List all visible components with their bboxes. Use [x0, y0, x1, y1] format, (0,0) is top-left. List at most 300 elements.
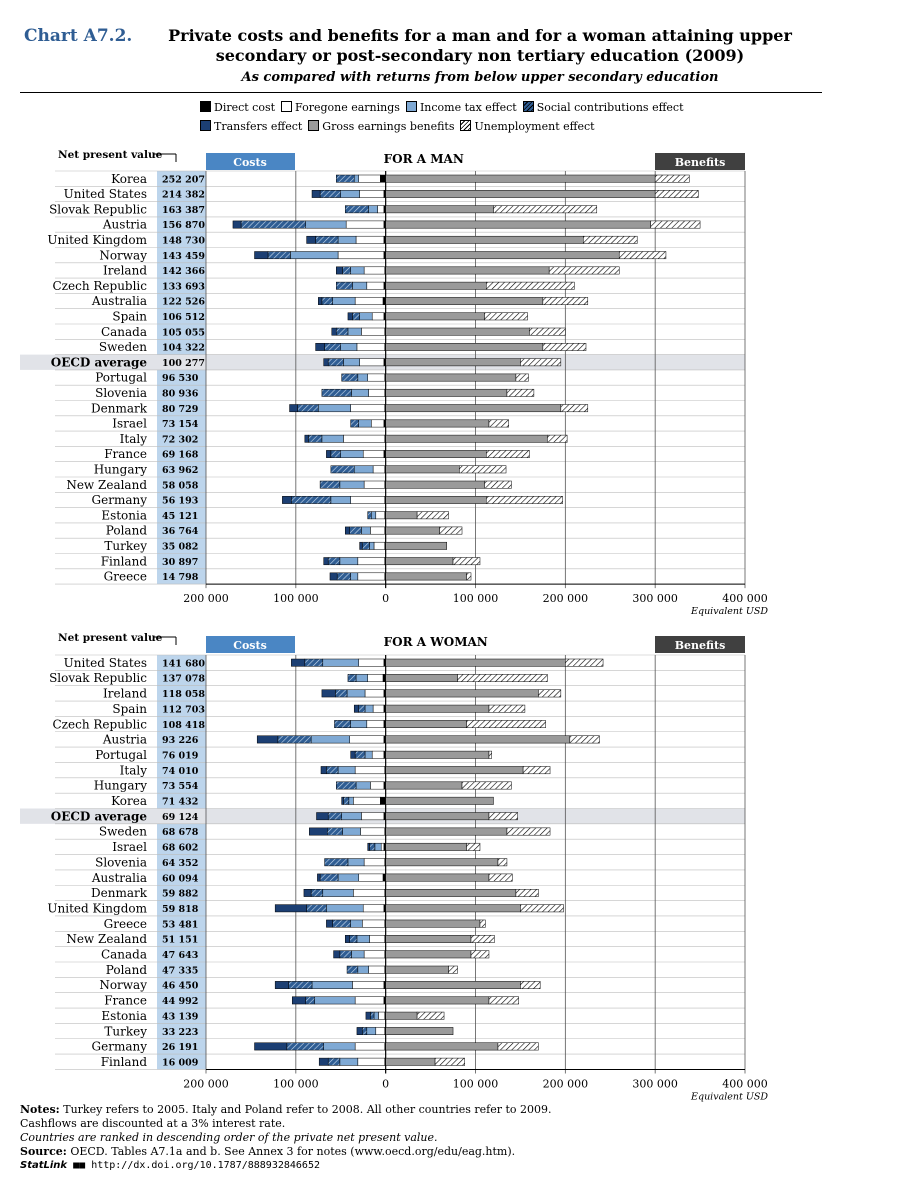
bar-segment — [353, 797, 380, 804]
bar-segment — [386, 981, 521, 988]
country-label: Slovak Republic — [49, 202, 147, 217]
bar-segment — [386, 435, 548, 442]
npv-value: 64 352 — [162, 857, 199, 869]
npv-value: 72 302 — [162, 434, 199, 446]
bar-segment — [386, 221, 651, 228]
bar-segment — [304, 889, 311, 896]
country-label: Turkey — [104, 539, 147, 553]
bar-segment — [326, 450, 330, 457]
bar-segment — [386, 405, 561, 412]
bar-segment — [386, 813, 489, 820]
bar-segment — [345, 527, 349, 534]
bar-segment — [372, 313, 384, 320]
bar-segment — [386, 736, 570, 743]
chart-subtitle: As compared with returns from below upper secondary education — [241, 70, 719, 85]
bar-segment — [290, 252, 338, 259]
bar-segment — [386, 466, 460, 473]
bar-segment — [298, 405, 319, 412]
npv-value: 69 124 — [162, 811, 199, 823]
bar-segment — [357, 1027, 362, 1034]
bar-segment — [561, 405, 588, 412]
npv-value: 33 223 — [162, 1026, 199, 1038]
country-label: Denmark — [91, 401, 147, 416]
bar-segment — [386, 542, 447, 549]
bar-segment — [386, 389, 507, 396]
bar-segment — [384, 420, 386, 427]
bar-segment — [255, 1043, 287, 1050]
bar-segment — [365, 705, 373, 712]
npv-value: 30 897 — [162, 556, 199, 568]
bar-segment — [322, 435, 344, 442]
npv-value: 80 729 — [162, 403, 199, 415]
bar-segment — [354, 705, 358, 712]
bar-segment — [328, 813, 341, 820]
bar-segment — [318, 297, 322, 304]
bar-segment — [336, 328, 348, 335]
bar-segment — [360, 313, 373, 320]
bar-segment — [330, 573, 337, 580]
statlink-url[interactable]: http://dx.doi.org/10.1787/888932846652 — [91, 1160, 320, 1171]
costs-label: Costs — [233, 639, 267, 652]
bar-segment — [352, 313, 359, 320]
country-label: Korea — [111, 171, 147, 186]
bar-segment — [386, 374, 516, 381]
bar-segment — [386, 935, 471, 942]
bar-segment — [386, 450, 487, 457]
bar-segment — [384, 659, 386, 666]
bar-segment — [386, 782, 462, 789]
statlink-line — [20, 1159, 820, 1173]
x-tick-label: 200 000 — [542, 592, 589, 606]
country-label: Canada — [100, 947, 147, 962]
bar-segment — [312, 981, 352, 988]
bar-segment — [386, 705, 489, 712]
country-label: Israel — [112, 840, 147, 855]
bar-segment — [489, 705, 525, 712]
bar-segment — [386, 343, 543, 350]
bar-segment — [324, 1043, 355, 1050]
bar-segment — [328, 558, 340, 565]
bar-segment — [351, 420, 359, 427]
bar-segment — [340, 951, 352, 958]
bar-segment — [386, 496, 487, 503]
bar-segment — [386, 859, 498, 866]
x-tick-label: 0 — [382, 1077, 390, 1091]
country-label: Ireland — [103, 686, 147, 701]
chart-panel — [20, 149, 768, 617]
bar-segment — [345, 206, 368, 213]
bar-segment — [348, 313, 352, 320]
country-label: New Zealand — [66, 932, 147, 947]
bar-segment — [319, 1058, 328, 1065]
bar-segment — [355, 766, 385, 773]
bar-segment — [498, 859, 507, 866]
bar-segment — [331, 466, 354, 473]
bar-segment — [257, 736, 278, 743]
bar-segment — [381, 843, 384, 850]
country-label: Australia — [91, 294, 147, 309]
bar-segment — [233, 221, 241, 228]
bar-segment — [342, 374, 358, 381]
bar-segment — [358, 1058, 385, 1065]
bar-segment — [386, 905, 521, 912]
bar-segment — [373, 705, 384, 712]
bar-segment — [520, 905, 563, 912]
country-label: Greece — [103, 916, 147, 931]
bar-segment — [486, 496, 562, 503]
bar-segment — [489, 420, 509, 427]
npv-value: 106 512 — [162, 312, 205, 323]
bar-segment — [435, 1058, 465, 1065]
bar-segment — [386, 843, 467, 850]
bar-segment — [352, 389, 369, 396]
npv-value: 163 387 — [162, 204, 205, 216]
x-tick-label: 200 000 — [542, 1077, 589, 1091]
bar-segment — [350, 935, 357, 942]
country-label: Czech Republic — [52, 717, 147, 732]
bar-segment — [340, 481, 364, 488]
npv-value: 148 730 — [162, 235, 205, 247]
bar-segment — [373, 466, 385, 473]
bar-segment — [364, 859, 385, 866]
bar-segment — [275, 905, 306, 912]
bar-segment — [369, 542, 373, 549]
bar-segment — [353, 889, 384, 896]
npv-value: 36 764 — [162, 526, 199, 538]
bar-segment — [471, 951, 489, 958]
npv-value: 80 936 — [162, 388, 199, 400]
bar-segment — [345, 935, 349, 942]
bar-segment — [355, 997, 384, 1004]
bar-segment — [489, 813, 518, 820]
bar-segment — [359, 874, 383, 881]
bar-segment — [361, 828, 385, 835]
bar-segment — [326, 766, 338, 773]
country-label: Turkey — [104, 1024, 147, 1039]
bar-segment — [291, 659, 304, 666]
country-label: Norway — [99, 978, 147, 993]
bar-segment — [459, 466, 506, 473]
bar-segment — [565, 659, 603, 666]
bar-segment — [366, 1012, 370, 1019]
bar-segment — [384, 720, 386, 727]
chart-number: Chart A7.2. — [24, 26, 133, 46]
bar-segment — [347, 966, 358, 973]
bar-segment — [343, 435, 384, 442]
panel-title: FOR A WOMAN — [383, 635, 488, 649]
chart-panel — [20, 632, 768, 1102]
country-label: Slovenia — [95, 386, 147, 400]
bar-segment — [371, 420, 384, 427]
bar-segment — [356, 236, 384, 243]
npv-value: 96 530 — [162, 373, 199, 385]
bar-segment — [338, 874, 359, 881]
x-tick-label: 100 000 — [273, 592, 319, 606]
bar-segment — [307, 905, 327, 912]
bar-segment — [356, 782, 370, 789]
bar-segment — [386, 874, 489, 881]
bar-segment — [378, 206, 384, 213]
legend-label: Gross earnings benefits — [322, 120, 455, 133]
x-tick-label: 100 000 — [273, 1077, 319, 1091]
bar-segment — [386, 997, 489, 1004]
npv-value: 46 450 — [162, 980, 199, 992]
bar-segment — [384, 813, 386, 820]
npv-value: 156 870 — [162, 220, 205, 232]
bar-segment — [316, 343, 325, 350]
bar-segment — [325, 859, 348, 866]
bar-segment — [322, 297, 333, 304]
bar-segment — [316, 813, 328, 820]
bar-segment — [355, 1043, 385, 1050]
npv-value: 51 151 — [162, 934, 199, 946]
bar-segment — [380, 797, 385, 804]
bar-segment — [369, 935, 384, 942]
bar-segment — [386, 313, 485, 320]
bar-segment — [359, 175, 381, 182]
ranking-note: Countries are ranked in descending order of the private net present value. — [20, 1131, 438, 1144]
bar-segment — [357, 343, 385, 350]
bar-segment — [449, 966, 458, 973]
bar-segment — [516, 889, 538, 896]
bar-segment — [359, 705, 365, 712]
bar-segment — [386, 828, 507, 835]
bar-segment — [384, 252, 386, 259]
bar-segment — [386, 175, 655, 182]
bar-segment — [336, 782, 356, 789]
npv-value: 112 703 — [162, 704, 205, 716]
bar-segment — [355, 297, 383, 304]
npv-value: 53 481 — [162, 919, 199, 931]
bar-segment — [467, 573, 471, 580]
bar-segment — [306, 997, 315, 1004]
npv-value: 43 139 — [162, 1011, 199, 1023]
country-label: Slovenia — [95, 855, 147, 870]
bar-segment — [386, 267, 549, 274]
bar-segment — [486, 282, 574, 289]
bar-segment — [489, 751, 492, 758]
country-label: Canada — [100, 324, 147, 339]
bar-segment — [384, 782, 386, 789]
country-label: Norway — [99, 248, 147, 263]
bar-segment — [336, 267, 342, 274]
bar-segment — [358, 374, 368, 381]
bar-segment — [384, 843, 386, 850]
bar-segment — [324, 558, 328, 565]
bar-segment — [619, 252, 666, 259]
x-axis-label: Equivalent USD — [691, 1091, 768, 1103]
bar-segment — [386, 1043, 498, 1050]
bar-segment — [367, 720, 384, 727]
bar-segment — [354, 175, 358, 182]
bar-segment — [386, 951, 471, 958]
country-label: Australia — [91, 870, 147, 885]
bar-segment — [384, 981, 386, 988]
bar-segment — [351, 920, 363, 927]
bar-segment — [342, 813, 362, 820]
npv-value: 58 058 — [162, 480, 199, 492]
bar-segment — [328, 1058, 340, 1065]
bar-segment — [549, 267, 619, 274]
bar-segment — [386, 282, 487, 289]
bar-segment — [440, 527, 462, 534]
bar-segment — [305, 435, 309, 442]
bar-segment — [520, 359, 560, 366]
bar-segment — [255, 252, 268, 259]
npv-value: 71 432 — [162, 796, 199, 808]
bar-segment — [370, 1012, 374, 1019]
bar-segment — [384, 450, 386, 457]
bar-segment — [326, 905, 363, 912]
npv-value: 108 418 — [162, 719, 205, 731]
npv-value: 100 277 — [162, 357, 205, 369]
bar-segment — [498, 1043, 538, 1050]
bar-segment — [363, 450, 384, 457]
country-label: OECD average — [50, 355, 147, 370]
bar-segment — [317, 874, 320, 881]
bar-segment — [570, 736, 600, 743]
bar-segment — [507, 389, 534, 396]
x-tick-label: 200 000 — [183, 592, 229, 606]
bar-segment — [484, 481, 511, 488]
bar-segment — [307, 236, 316, 243]
npv-value: 68 678 — [162, 827, 199, 839]
bar-segment — [489, 997, 519, 1004]
bar-segment — [323, 889, 354, 896]
bar-segment — [378, 1012, 384, 1019]
notes-text: Turkey refers to 2005. Italy and Poland refer to 2008. All other countries refer to 2009. — [59, 1103, 552, 1116]
npv-value: 56 193 — [162, 495, 199, 507]
bar-segment — [361, 527, 370, 534]
bar-segment — [320, 190, 341, 197]
source-label: Source: — [20, 1145, 67, 1158]
bar-segment — [358, 558, 385, 565]
legend-label: Foregone earnings — [295, 101, 400, 114]
bar-segment — [354, 466, 373, 473]
npv-value: 35 082 — [162, 541, 199, 553]
bar-segment — [493, 206, 596, 213]
bar-segment — [361, 813, 383, 820]
bar-segment — [289, 981, 312, 988]
bar-segment — [346, 221, 384, 228]
npv-value: 69 168 — [162, 449, 199, 461]
bar-segment — [328, 359, 343, 366]
country-label: Poland — [105, 962, 147, 977]
bar-segment — [484, 313, 527, 320]
bar-segment — [369, 843, 374, 850]
bar-segment — [384, 690, 386, 697]
benefits-label: Benefits — [674, 156, 726, 169]
bar-segment — [368, 374, 385, 381]
bar-segment — [334, 951, 340, 958]
npv-value: 252 207 — [162, 174, 205, 186]
bar-segment — [384, 736, 386, 743]
bar-segment — [651, 221, 700, 228]
bar-segment — [322, 690, 335, 697]
bar-segment — [371, 512, 375, 519]
bar-segment — [386, 766, 523, 773]
discount-note: Cashflows are discounted at a 3% interest rate. — [20, 1117, 286, 1130]
bar-segment — [386, 889, 516, 896]
country-label: Sweden — [98, 340, 147, 355]
bar-segment — [361, 328, 384, 335]
npv-value: 44 992 — [162, 996, 199, 1008]
bar-segment — [321, 766, 326, 773]
bar-segment — [480, 920, 485, 927]
bar-segment — [364, 267, 385, 274]
bar-segment — [343, 797, 348, 804]
bar-segment — [453, 558, 480, 565]
bar-segment — [384, 236, 386, 243]
country-label: Hungary — [93, 778, 147, 793]
bar-segment — [386, 236, 584, 243]
bar-segment — [322, 389, 352, 396]
bar-segment — [352, 282, 366, 289]
bar-segment — [331, 450, 341, 457]
benefits-label: Benefits — [674, 639, 726, 652]
npv-header: Net present value — [58, 149, 163, 161]
bar-segment — [360, 359, 384, 366]
npv-value: 68 602 — [162, 842, 199, 854]
costs-label: Costs — [233, 156, 267, 169]
x-tick-label: 300 000 — [632, 592, 678, 606]
bar-segment — [486, 450, 529, 457]
notes-line — [20, 1103, 820, 1117]
x-tick-label: 400 000 — [722, 1077, 768, 1091]
x-tick-label: 100 000 — [452, 592, 499, 606]
bar-segment — [368, 512, 372, 519]
country-label: Portugal — [95, 747, 147, 762]
country-label: Slovak Republic — [49, 671, 147, 686]
bar-segment — [386, 751, 489, 758]
bar-segment — [471, 935, 494, 942]
bar-segment — [516, 374, 529, 381]
country-label: United States — [63, 655, 147, 670]
npv-value: 214 382 — [162, 189, 205, 201]
bar-segment — [386, 659, 566, 666]
legend-label: Social contributions effect — [536, 101, 684, 114]
bar-segment — [368, 674, 383, 681]
bar-segment — [375, 843, 381, 850]
bar-segment — [374, 1012, 378, 1019]
bar-segment — [351, 720, 367, 727]
country-label: Portugal — [95, 370, 147, 385]
x-tick-label: 400 000 — [722, 592, 768, 606]
bar-segment — [358, 573, 385, 580]
bar-segment — [343, 828, 361, 835]
bar-segment — [338, 766, 355, 773]
country-label: Finland — [100, 1054, 147, 1069]
x-tick-label: 100 000 — [452, 1077, 499, 1091]
bar-segment — [383, 674, 386, 681]
bar-segment — [369, 389, 385, 396]
bar-segment — [383, 297, 386, 304]
bar-segment — [352, 951, 365, 958]
bar-segment — [340, 1058, 358, 1065]
country-label: Ireland — [103, 263, 147, 278]
bar-segment — [383, 874, 386, 881]
bar-segment — [380, 175, 385, 182]
bar-segment — [318, 405, 350, 412]
bar-segment — [386, 190, 655, 197]
country-label: OECD average — [50, 809, 147, 824]
bar-segment — [655, 190, 698, 197]
bar-segment — [325, 343, 341, 350]
country-label: Czech Republic — [52, 278, 147, 293]
bar-segment — [334, 720, 350, 727]
bar-segment — [311, 736, 350, 743]
bar-segment — [386, 297, 543, 304]
